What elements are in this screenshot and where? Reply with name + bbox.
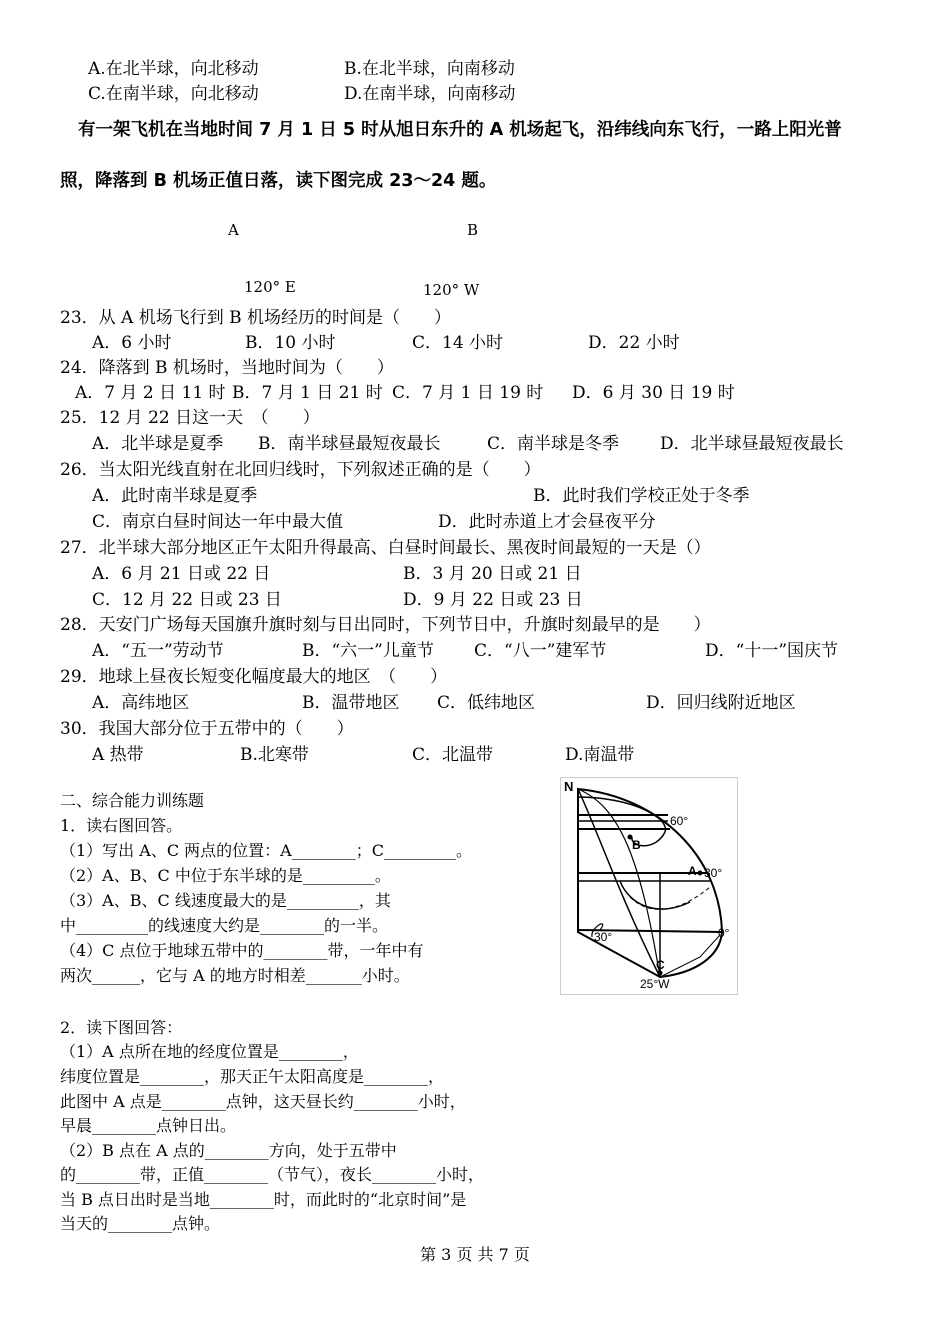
q1-title: 1．读右图回答。 bbox=[60, 816, 183, 835]
q2-part1-line4: 早晨________点钟日出。 bbox=[60, 1116, 237, 1135]
globe-diagram bbox=[560, 777, 738, 995]
q27-option-d: D．9 月 22 日或 23 日 bbox=[403, 590, 583, 610]
q2-part2-line3: 当 B 点日出时是当地________时，而此时的“北京时间”是 bbox=[60, 1190, 467, 1209]
globe-diagram-svg bbox=[560, 777, 738, 995]
q26-stem: 26．当太阳光线直射在北回归线时，下列叙述正确的是（ ） bbox=[60, 460, 541, 480]
section2-title: 二、综合能力训练题 bbox=[60, 791, 205, 810]
q2-title: 2．读下图回答： bbox=[60, 1018, 183, 1037]
q26-option-b: B．此时我们学校正处于冬季 bbox=[533, 486, 750, 506]
q2-part2-line1: （2）B 点在 A 点的________方向，处于五带中 bbox=[60, 1141, 397, 1160]
q2-part1-line3: 此图中 A 点是________点钟，这天昼长约________小时， bbox=[60, 1092, 466, 1111]
q24-option-c: C．7 月 1 日 19 时 bbox=[392, 383, 544, 403]
q28-option-c: C．“八一”建军节 bbox=[474, 641, 607, 661]
label-25w: 25°W bbox=[640, 977, 670, 991]
q2-part1-line1: （1）A 点所在地的经度位置是________， bbox=[60, 1042, 359, 1061]
intro-line-2: 照，降落到 B 机场正值日落，读下图完成 23～24 题。 bbox=[60, 171, 497, 191]
q29-option-b: B．温带地区 bbox=[302, 693, 400, 713]
q27-option-c: C．12 月 22 日或 23 日 bbox=[92, 590, 282, 610]
q23-option-a: A．6 小时 bbox=[92, 333, 172, 353]
q23-option-b: B．10 小时 bbox=[245, 333, 336, 353]
q1-part3-line1: （3）A、B、C 线速度最大的是_________，其 bbox=[60, 891, 391, 910]
q1-part1: （1）写出 A、C 两点的位置：A________；C_________。 bbox=[60, 841, 472, 860]
q25-option-c: C．南半球是冬季 bbox=[487, 434, 620, 454]
q2-part2-line4: 当天的________点钟。 bbox=[60, 1214, 221, 1233]
q30-stem: 30．我国大部分位于五带中的（ ） bbox=[60, 719, 354, 739]
q23-option-d: D．22 小时 bbox=[588, 333, 680, 353]
q25-option-d: D．北半球昼最短夜最长 bbox=[660, 434, 844, 454]
q24-stem: 24．降落到 B 机场时，当地时间为（ ） bbox=[60, 358, 394, 378]
q24-option-b: B．7 月 1 日 21 时 bbox=[232, 383, 383, 403]
q22-option-b: B.在北半球，向南移动 bbox=[344, 59, 515, 79]
q1-part4-line1: （4）C 点位于地球五带中的________带，一年中有 bbox=[60, 941, 424, 960]
q25-option-a: A．北半球是夏季 bbox=[92, 434, 224, 454]
label-0: 0° bbox=[718, 926, 730, 940]
q30-option-d: D.南温带 bbox=[565, 745, 635, 765]
q26-option-d: D．此时赤道上才会昼夜平分 bbox=[438, 512, 656, 532]
q30-option-c: C．北温带 bbox=[412, 745, 494, 765]
q26-option-a: A．此时南半球是夏季 bbox=[92, 486, 258, 506]
q28-option-d: D．“十一”国庆节 bbox=[705, 641, 839, 661]
q22-option-c: C.在南半球，向北移动 bbox=[88, 84, 259, 104]
q26-option-c: C．南京白昼时间达一年中最大值 bbox=[92, 512, 344, 532]
label-30: 30° bbox=[704, 866, 723, 880]
q27-option-a: A．6 月 21 日或 22 日 bbox=[92, 564, 271, 584]
map-lon-a: 120° E bbox=[244, 278, 296, 296]
label-60: 60° bbox=[670, 814, 689, 828]
intro-line-1: 有一架飞机在当地时间 7 月 1 日 5 时从旭日东升的 A 机场起飞，沿纬线向东飞行，一路上阳光普 bbox=[78, 120, 842, 140]
q28-stem: 28．天安门广场每天国旗升旗时刻与日出同时，下列节日中，升旗时刻最早的是 ） bbox=[60, 615, 711, 635]
q23-stem: 23．从 A 机场飞行到 B 机场经历的时间是（ ） bbox=[60, 308, 452, 328]
q29-option-c: C．低纬地区 bbox=[437, 693, 536, 713]
q24-option-d: D．6 月 30 日 19 时 bbox=[572, 383, 735, 403]
q1-part2: （2）A、B、C 中位于东半球的是_________。 bbox=[60, 866, 391, 885]
q28-option-a: A．“五一”劳动节 bbox=[92, 641, 224, 661]
point-a-marker bbox=[698, 871, 703, 876]
q1-part3-line2: 中_________的线速度大约是________的一半。 bbox=[60, 916, 389, 935]
q23-option-c: C．14 小时 bbox=[412, 333, 504, 353]
label-c: C bbox=[656, 958, 665, 972]
q2-part1-line2: 纬度位置是________，那天正午太阳高度是________， bbox=[60, 1067, 445, 1086]
q27-stem: 27．北半球大部分地区正午太阳升得最高、白昼时间最长、黑夜时间最短的一天是（） bbox=[60, 538, 711, 558]
q27-option-b: B．3 月 20 日或 21 日 bbox=[403, 564, 582, 584]
q24-option-a: A．7 月 2 日 11 时 bbox=[75, 383, 226, 403]
page-footer: 第 3 页 共 7 页 bbox=[420, 1245, 530, 1264]
map-label-b: B bbox=[467, 221, 479, 239]
q30-option-b: B.北寒带 bbox=[240, 745, 309, 765]
q1-part4-line2: 两次______，它与 A 的地方时相差_______小时。 bbox=[60, 966, 410, 985]
q28-option-b: B．“六一”儿童节 bbox=[302, 641, 434, 661]
q25-stem: 25．12 月 22 日这一天 （ ） bbox=[60, 408, 320, 428]
q25-option-b: B．南半球昼最短夜最长 bbox=[258, 434, 441, 454]
label-30-lon: 30° bbox=[594, 930, 613, 944]
q29-option-a: A．高纬地区 bbox=[92, 693, 190, 713]
label-b: B bbox=[632, 838, 641, 852]
q30-option-a: A 热带 bbox=[92, 745, 144, 765]
q22-option-d: D.在南半球，向南移动 bbox=[344, 84, 516, 104]
map-label-a: A bbox=[228, 221, 239, 239]
label-a: A bbox=[688, 864, 697, 878]
q29-option-d: D．回归线附近地区 bbox=[646, 693, 796, 713]
map-lon-b: 120° W bbox=[423, 281, 480, 299]
q2-part2-line2: 的________带，正值________（节气），夜长________小时， bbox=[60, 1165, 485, 1184]
q29-stem: 29．地球上昼夜长短变化幅度最大的地区 （ ） bbox=[60, 667, 448, 687]
label-n: N bbox=[564, 779, 574, 794]
q22-option-a: A.在北半球，向北移动 bbox=[88, 59, 259, 79]
